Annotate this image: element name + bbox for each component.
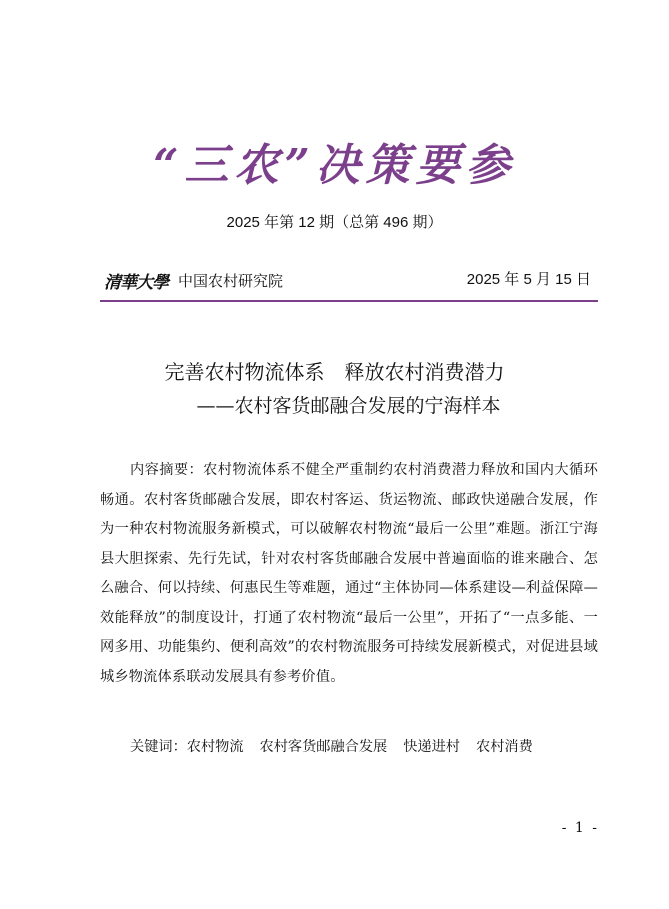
masthead-title: “三农”决策要参 [153,140,516,191]
article-subtitle: ——农村客货邮融合发展的宁海样本 [196,395,501,417]
keyword: 快递进村 [403,739,460,755]
keyword: 农村消费 [476,739,533,755]
keyword: 农村物流 [186,739,244,755]
keywords [130,736,549,758]
publication-date: 2025 年 5 月 15 日 [466,271,591,288]
keyword: 农村客货邮融合发展 [259,739,388,755]
abstract-text: 农村物流体系不健全严重制约农村消费潜力释放和国内大循环畅通。农村客货邮融合发展，即农村客运、货运物流、邮政快递融合发展，作为一种农村物流服务新模式，可以破解农村物流“最后一公里”难题。浙江宁海县大胆探索、先行先试，针对农村客货邮融合发展中普遍面临的谁来融合、怎么融合、何以持续、何惠民生等难题，通过“主体协同—体系建设—利益保障—效能释放”的制度设计，打通了农村物流“最后一公里”，开拓了“一点多能、一网多用、功能集约、便利高效”的农村物流服务可持续发展新模式，对促进县域城乡物流体系联动发展具有参考价值。 [100,462,598,685]
institute-name: 中国农村研究院 [178,271,284,290]
abstract [100,456,598,692]
article-title: 完善农村物流体系 释放农村消费潜力 [164,360,505,384]
university-logo: 清華大學 [104,272,168,293]
header-divider [100,300,598,302]
publisher [104,269,283,291]
issue-number: 2025 年第 12 期（总第 496 期） [226,214,443,231]
abstract-label: 内容摘要： [130,462,204,478]
page-number: - 1 - [561,820,599,836]
keywords-label: 关键词： [130,739,187,755]
